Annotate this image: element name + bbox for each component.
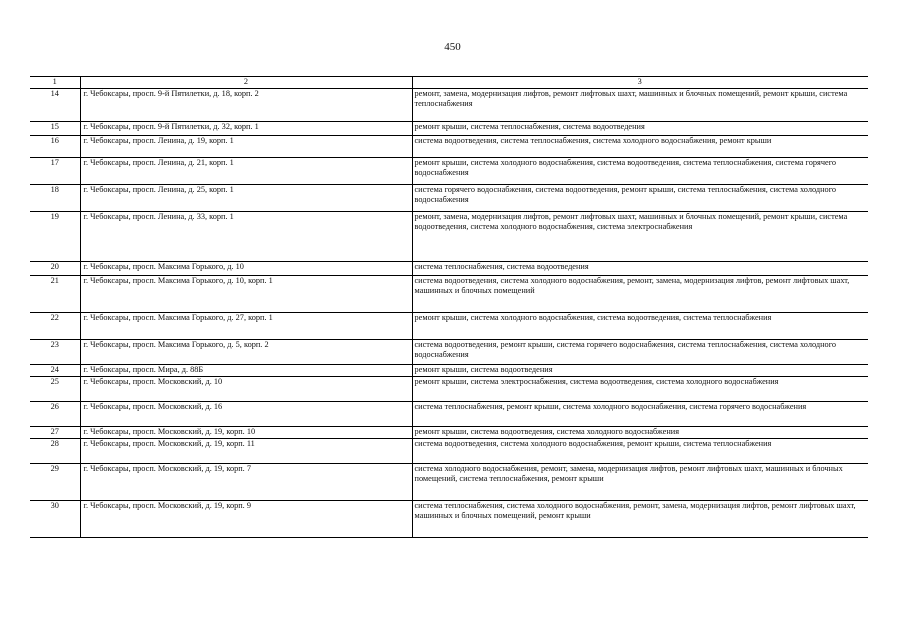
column-number-row [30, 77, 868, 89]
row-address: г. Чебоксары, просп. Мира, д. 88Б [80, 364, 412, 376]
row-number: 20 [30, 261, 80, 275]
table-row [30, 401, 868, 426]
row-address: г. Чебоксары, просп. Максима Горького, д. 10, корп. 1 [80, 275, 412, 312]
row-address: г. Чебоксары, просп. Московский, д. 19, корп. 7 [80, 463, 412, 500]
row-works: ремонт крыши, система водоотведения, система холодного водоснабжения [412, 426, 868, 438]
row-address: г. Чебоксары, просп. Максима Горького, д. 5, корп. 2 [80, 339, 412, 364]
row-works: система теплоснабжения, система водоотведения [412, 261, 868, 275]
row-works: система холодного водоснабжения, ремонт, замена, модернизация лифтов, ремонт лифтовых шахт, машинных и блочных помещений, система теплоснабжения, ремонт крыши [412, 463, 868, 500]
row-number: 29 [30, 463, 80, 500]
row-works: ремонт крыши, система электроснабжения, система водоотведения, система холодного водоснабжения [412, 376, 868, 401]
row-address: г. Чебоксары, просп. Московский, д. 19, корп. 10 [80, 426, 412, 438]
column-3-number: 3 [412, 77, 868, 89]
row-address: г. Чебоксары, просп. Московский, д. 16 [80, 401, 412, 426]
row-address: г. Чебоксары, просп. 9-й Пятилетки, д. 32, корп. 1 [80, 121, 412, 135]
row-address: г. Чебоксары, просп. Московский, д. 19, корп. 9 [80, 500, 412, 537]
table-row [30, 500, 868, 537]
row-address: г. Чебоксары, просп. Ленина, д. 21, корп. 1 [80, 157, 412, 184]
row-number: 27 [30, 426, 80, 438]
address-works-table [30, 76, 868, 538]
row-address: г. Чебоксары, просп. Ленина, д. 33, корп. 1 [80, 211, 412, 261]
table-row [30, 339, 868, 364]
row-number: 26 [30, 401, 80, 426]
table-row [30, 426, 868, 438]
column-2-number: 2 [80, 77, 412, 89]
row-works: ремонт крыши, система холодного водоснабжения, система водоотведения, система теплоснабжения [412, 312, 868, 339]
row-number: 16 [30, 135, 80, 157]
row-number: 23 [30, 339, 80, 364]
table-row [30, 376, 868, 401]
row-works: ремонт крыши, система водоотведения [412, 364, 868, 376]
table-row [30, 184, 868, 211]
row-works: система теплоснабжения, ремонт крыши, система холодного водоснабжения, система горячего водоснабжения [412, 401, 868, 426]
row-number: 17 [30, 157, 80, 184]
row-works: система водоотведения, система холодного водоснабжения, ремонт, замена, модернизация лифтов, ремонт лифтовых шахт, машинных и блочных помещений [412, 275, 868, 312]
table-row [30, 261, 868, 275]
row-works: ремонт, замена, модернизация лифтов, ремонт лифтовых шахт, машинных и блочных помещений, ремонт крыши, система водоотведения, система холодного водоснабжения, система электроснабжения [412, 211, 868, 261]
row-number: 14 [30, 88, 80, 121]
row-address: г. Чебоксары, просп. Ленина, д. 19, корп. 1 [80, 135, 412, 157]
row-number: 22 [30, 312, 80, 339]
table-row [30, 463, 868, 500]
row-works: ремонт крыши, система холодного водоснабжения, система водоотведения, система теплоснабжения, система горячего водоснабжения [412, 157, 868, 184]
row-number: 24 [30, 364, 80, 376]
row-number: 25 [30, 376, 80, 401]
table-row [30, 275, 868, 312]
row-number: 28 [30, 438, 80, 463]
row-works: система водоотведения, система холодного водоснабжения, ремонт крыши, система теплоснабжения [412, 438, 868, 463]
row-address: г. Чебоксары, просп. Максима Горького, д. 27, корп. 1 [80, 312, 412, 339]
row-address: г. Чебоксары, просп. Московский, д. 19, корп. 11 [80, 438, 412, 463]
row-works: система теплоснабжения, система холодного водоснабжения, ремонт, замена, модернизация лифтов, ремонт лифтовых шахт, машинных и блочных помещений, ремонт крыши [412, 500, 868, 537]
row-number: 19 [30, 211, 80, 261]
table-row [30, 88, 868, 121]
row-number: 21 [30, 275, 80, 312]
row-number: 30 [30, 500, 80, 537]
row-works: система горячего водоснабжения, система водоотведения, ремонт крыши, система теплоснабжения, система холодного водоснабжения [412, 184, 868, 211]
table-row [30, 121, 868, 135]
row-works: система водоотведения, ремонт крыши, система горячего водоснабжения, система теплоснабжения, система холодного водоснабжения [412, 339, 868, 364]
page-number: 450 [444, 41, 461, 53]
table-row [30, 438, 868, 463]
row-works: ремонт крыши, система теплоснабжения, система водоотведения [412, 121, 868, 135]
row-works: ремонт, замена, модернизация лифтов, ремонт лифтовых шахт, машинных и блочных помещений, ремонт крыши, система теплоснабжения [412, 88, 868, 121]
row-address: г. Чебоксары, просп. Ленина, д. 25, корп. 1 [80, 184, 412, 211]
row-address: г. Чебоксары, просп. Максима Горького, д. 10 [80, 261, 412, 275]
row-number: 18 [30, 184, 80, 211]
row-address: г. Чебоксары, просп. 9-й Пятилетки, д. 18, корп. 2 [80, 88, 412, 121]
row-address: г. Чебоксары, просп. Московский, д. 10 [80, 376, 412, 401]
row-number: 15 [30, 121, 80, 135]
column-1-number: 1 [30, 77, 80, 89]
row-works: система водоотведения, система теплоснабжения, система холодного водоснабжения, ремонт крыши [412, 135, 868, 157]
table-row [30, 364, 868, 376]
table-row [30, 135, 868, 157]
table-row [30, 157, 868, 184]
table-row [30, 211, 868, 261]
table-row [30, 312, 868, 339]
